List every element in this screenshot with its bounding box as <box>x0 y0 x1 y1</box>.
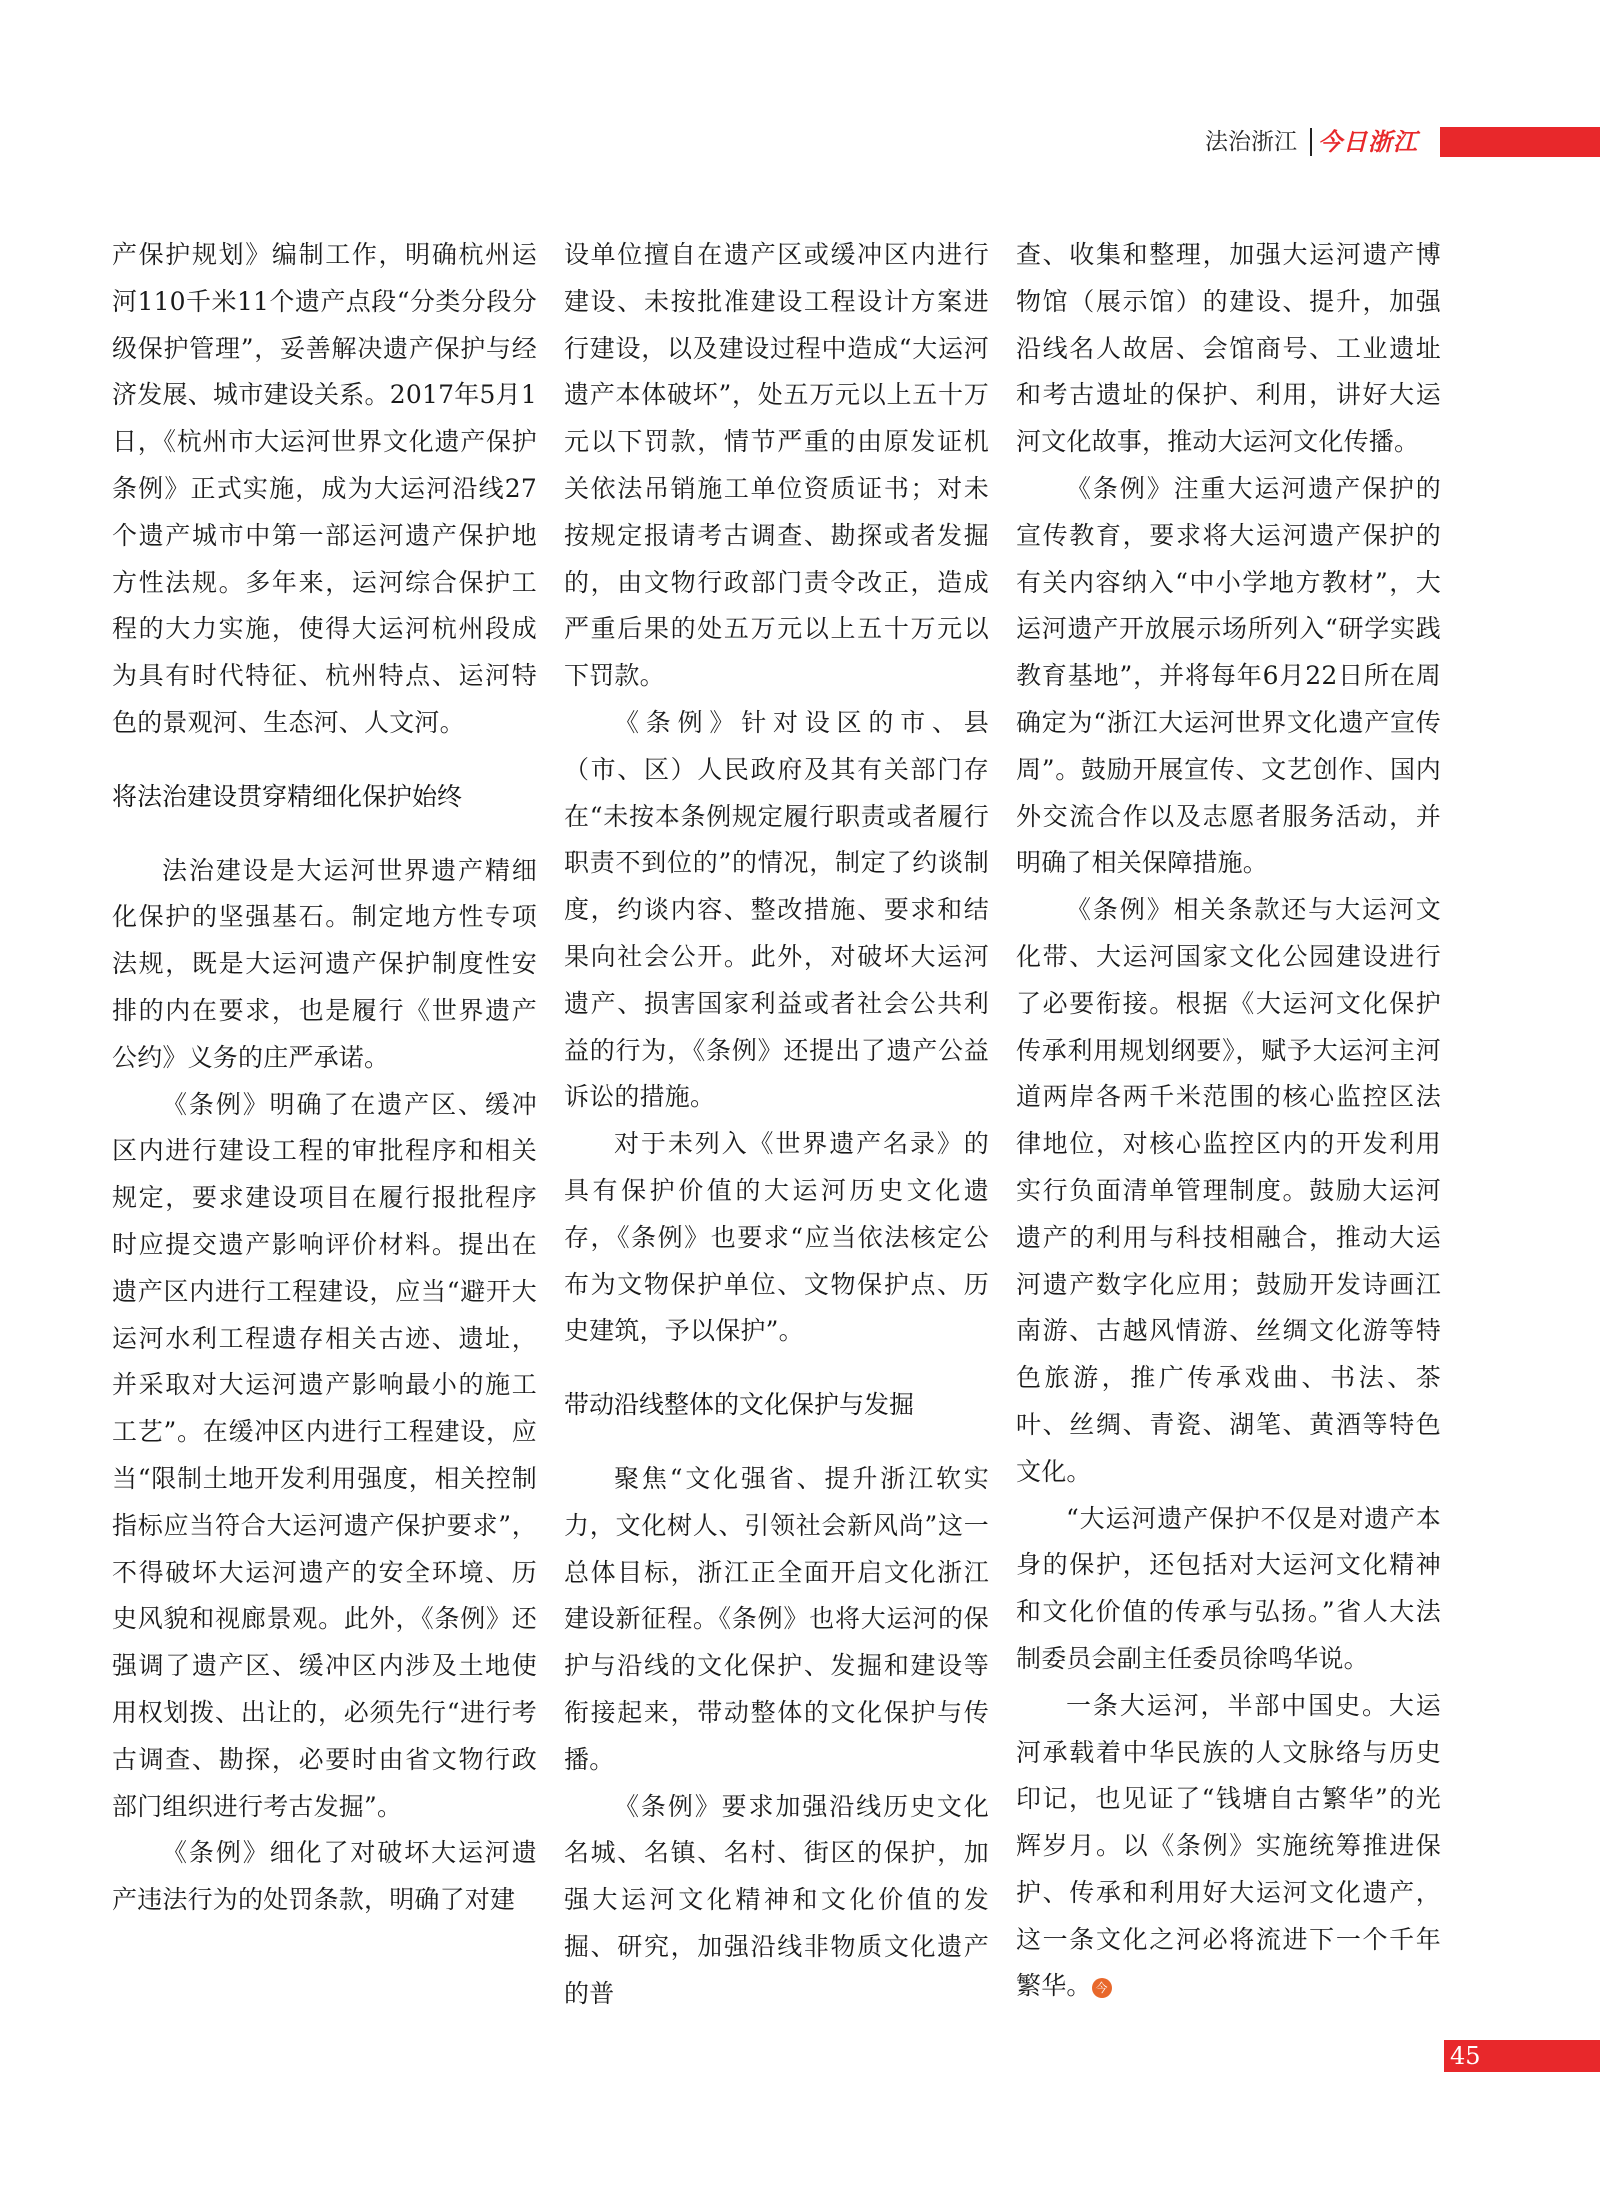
header-red-bar <box>1440 127 1600 157</box>
section-heading: 带动沿线整体的文化保护与发掘 <box>564 1390 915 1420</box>
header-divider <box>1310 128 1312 156</box>
section-heading: 将法治建设贯穿精细化保护始终 <box>112 781 463 811</box>
paragraph: 对于未列入《世界遗产名录》的具有保护价值的大运河历史文化遗存，《条例》也要求“应当依法核定公布为文物保护单位、文物保护点、历史建筑，予以保护”。 <box>564 1129 989 1346</box>
end-mark-icon: 今 <box>1092 1978 1112 1998</box>
magazine-logo: 今日浙江 <box>1318 127 1418 156</box>
paragraph: 《条例》细化了对破坏大运河遗产违法行为的处罚条款，明确了对建 <box>112 1838 537 1915</box>
paragraph: 《条例》相关条款还与大运河文化带、大运河国家文化公园建设进行了必要衔接。根据《大运河文化保护传承利用规划纲要》，赋予大运河主河道两岸各两千米范围的核心监控区法律地位，对核心监控区内的开发利用实行负面清单管理制度。鼓励大运河遗产的利用与科技相融合，推动大运河遗产数字化应用；鼓励开发诗画江南游、古越风情游、丝绸文化游等特色旅游，推广传承戏曲、书法、茶叶、丝绸、青瓷、湖笔、黄酒等特色文化。 <box>1016 895 1441 1486</box>
section-title: 法治浙江 <box>1205 129 1297 155</box>
paragraph: 《条例》注重大运河遗产保护的宣传教育，要求将大运河遗产保护的有关内容纳入“中小学地方教材”，大运河遗产开放展示场所列入“研学实践教育基地”，并将每年6月22日所在周确定为“浙江大运河世界文化遗产宣传周”。鼓励开展宣传、文艺创作、国内外交流合作以及志愿者服务活动，并明确了相关保障措施。 <box>1016 473 1441 878</box>
paragraph: 法治建设是大运河世界遗产精细化保护的坚强基石。制定地方性专项法规，既是大运河遗产保护制度性安排的内在要求，也是履行《世界遗产公约》义务的庄严承诺。 <box>112 855 537 1072</box>
paragraph: 产保护规划》编制工作，明确杭州运河110千米11个遗产点段“分类分段分级保护管理”，妥善解决遗产保护与经济发展、城市建设关系。2017年5月1日，《杭州市大运河世界文化遗产保护条例》正式实施，成为大运河沿线27个遗产城市中第一部运河遗产保护地方性法规。多年来，运河综合保护工程的大力实施，使得大运河杭州段成为具有时代特征、杭州特点、运河特色的景观河、生态河、人文河。 <box>112 240 537 737</box>
paragraph: 《条例》明确了在遗产区、缓冲区内进行建设工程的审批程序和相关规定，要求建设项目在履行报批程序时应提交遗产影响评价材料。提出在遗产区内进行工程建设，应当“避开大运河水利工程遗存相关古迹、遗址，并采取对大运河遗产影响最小的施工工艺”。在缓冲区内进行工程建设，应当“限制土地开发利用强度，相关控制指标应当符合大运河遗产保护要求”，不得破坏大运河遗产的安全环境、历史风貌和视廊景观。此外，《条例》还强调了遗产区、缓冲区内涉及土地使用权划拨、出让的，必须先行“进行考古调查、勘探，必要时由省文物行政部门组织进行考古发掘”。 <box>112 1089 537 1821</box>
page-number: 45 <box>1450 2042 1481 2070</box>
paragraph: “大运河遗产保护不仅是对遗产本身的保护，还包括对大运河文化精神和文化价值的传承与弘扬。”省人大法制委员会副主任委员徐鸣华说。 <box>1016 1503 1441 1673</box>
paragraph: 查、收集和整理，加强大运河遗产博物馆（展示馆）的建设、提升，加强沿线名人故居、会馆商号、工业遗址和考古遗址的保护、利用，讲好大运河文化故事，推动大运河文化传播。 <box>1016 240 1441 457</box>
paragraph-final <box>1016 1683 1441 2011</box>
page-header <box>1000 124 1600 160</box>
column-3 <box>1016 232 1441 2010</box>
page-number-bar <box>1444 2040 1600 2072</box>
paragraph: 设单位擅自在遗产区或缓冲区内进行建设、未按批准建设工程设计方案进行建设，以及建设过程中造成“大运河遗产本体破坏”，处五万元以上五十万元以下罚款，情节严重的由原发证机关依法吊销施工单位资质证书；对未按规定报请考古调查、勘探或者发掘的，由文物行政部门责令改正，造成严重后果的处五万元以上五十万元以下罚款。 <box>564 240 989 691</box>
paragraph: 聚焦“文化强省、提升浙江软实力，文化树人、引领社会新风尚”这一总体目标，浙江正全面开启文化浙江建设新征程。《条例》也将大运河的保护与沿线的文化保护、发掘和建设等衔接起来，带动整体的文化保护与传播。 <box>564 1463 989 1774</box>
column-1 <box>112 232 537 1924</box>
column-2 <box>564 232 989 2017</box>
paragraph-text: 一条大运河，半部中国史。大运河承载着中华民族的人文脉络与历史印记，也见证了“钱塘自古繁华”的光辉岁月。以《条例》实施统筹推进保护、传承和利用好大运河文化遗产，这一条文化之河必将流进下一个千年繁华。 <box>1016 1690 1441 2001</box>
paragraph: 《条例》针对设区的市、县（市、区）人民政府及其有关部门存在“未按本条例规定履行职责或者履行职责不到位的”的情况，制定了约谈制度，约谈内容、整改措施、要求和结果向社会公开。此外，对破坏大运河遗产、损害国家利益或者社会公共利益的行为，《条例》还提出了遗产公益诉讼的措施。 <box>564 707 989 1112</box>
paragraph: 《条例》要求加强沿线历史文化名城、名镇、名村、街区的保护，加强大运河文化精神和文化价值的发掘、研究，加强沿线非物质文化遗产的普 <box>564 1791 989 2008</box>
